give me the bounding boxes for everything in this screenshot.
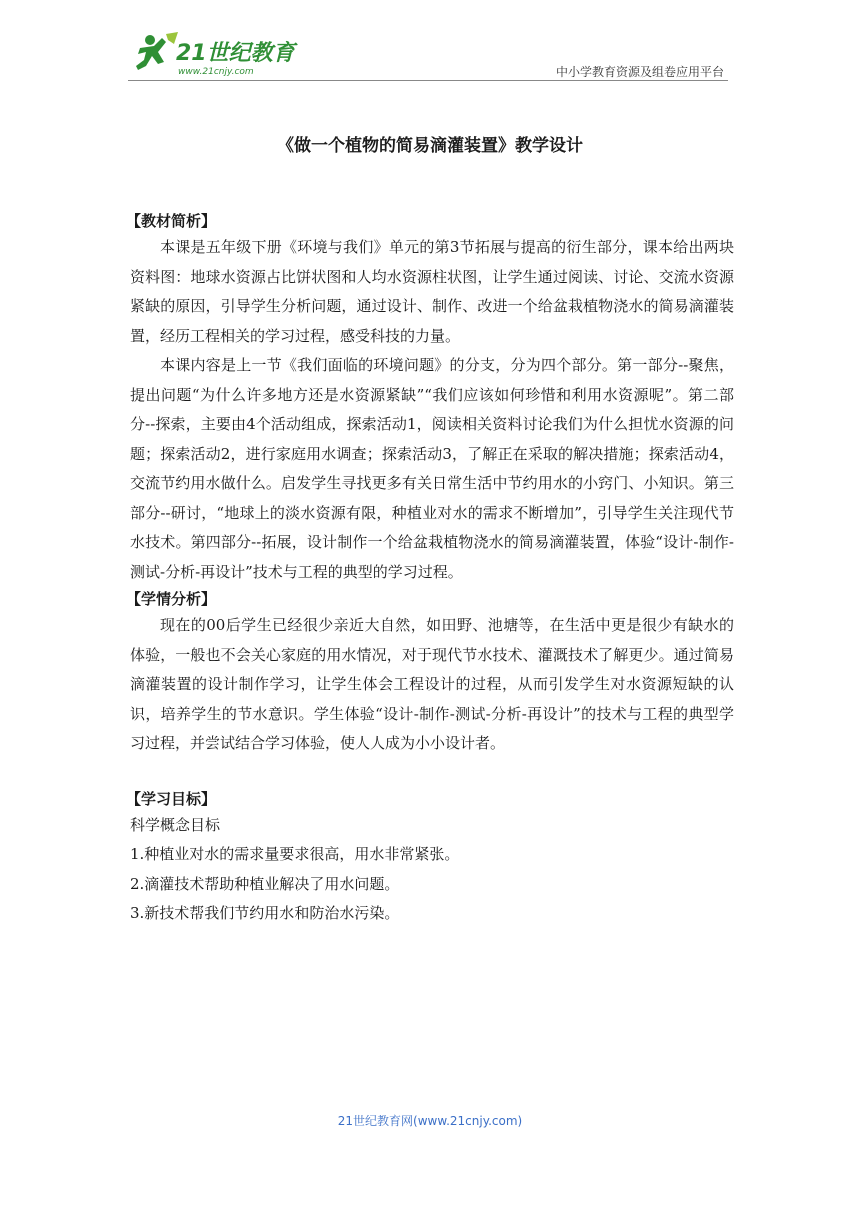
- paragraph: 本课内容是上一节《我们面临的环境问题》的分支，分为四个部分。第一部分--聚焦，提出问题“为什么许多地方还是水资源紧缺”“我们应该如何珍惜和利用水资源呢”。第二部分--探索，主要由4个活动组成，探索活动1，阅读相关资料讨论我们为什么担忧水资源的问题；探索活动2，进行家庭用水调查；探索活动3，了解正在采取的解决措施；探索活动4，交流节约用水做什么。启发学生寻找更多有关日常生活中节约用水的小窍门、小知识。第三部分--研讨，“地球上的淡水资源有限，种植业对水的需求不断增加”，引导学生关注现代节水技术。第四部分--拓展，设计制作一个给盆栽植物浇水的简易滴灌装置，体验“设计-制作-测试-分析-再设计”技术与工程的典型的学习过程。: [130, 356, 734, 581]
- paragraph: 本课是五年级下册《环境与我们》单元的第3节拓展与提高的衍生部分，课本给出两块资料图：地球水资源占比饼状图和人均水资源柱状图，让学生通过阅读、讨论、交流水资源紧缺的原因，引导学生分析问题，通过设计、制作、改进一个给盆栽植物浇水的简易滴灌装置，经历工程相关的学习过程，感受科技的力量。: [130, 238, 734, 345]
- subheading: 科学概念目标: [130, 815, 221, 834]
- logo: [128, 30, 298, 80]
- page-header: [128, 30, 728, 82]
- section-heading-students: 【学情分析】: [126, 590, 217, 608]
- runner-icon: [136, 32, 178, 70]
- logo-url: www.21cnjy.com: [178, 67, 254, 77]
- list-item: 1.种植业对水的需求量要求很高，用水非常紧张。: [130, 845, 460, 863]
- page-footer[interactable]: 21世纪教育网(www.21cnjy.com): [337, 1114, 523, 1128]
- paragraph: 现在的00后学生已经很少亲近大自然，如田野、池塘等，在生活中更是很少有缺水的体验，一般也不会关心家庭的用水情况，对于现代节水技术、灌溉技术了解更少。通过简易滴灌装置的设计制作学习，让学生体会工程设计的过程，从而引发学生对水资源短缺的认识，培养学生的节水意识。学生体验“设计-制作-测试-分析-再设计”的技术与工程的典型学习过程，并尝试结合学习体验，使人人成为小小设计者。: [130, 616, 734, 752]
- section-heading-goals: 【学习目标】: [126, 789, 217, 808]
- section-heading-material: 【教材简析】: [126, 212, 217, 230]
- platform-label: 中小学教育资源及组卷应用平台: [555, 65, 724, 79]
- list-item: 2.滴灌技术帮助种植业解决了用水问题。: [130, 874, 400, 893]
- logo-text: 21世纪教育: [176, 41, 295, 66]
- header-divider: [128, 80, 728, 81]
- page-title: 《做一个植物的简易滴灌装置》教学设计: [277, 136, 583, 156]
- document-body: [126, 209, 734, 929]
- list-item: 3.新技术帮我们节约用水和防治水污染。: [130, 904, 400, 922]
